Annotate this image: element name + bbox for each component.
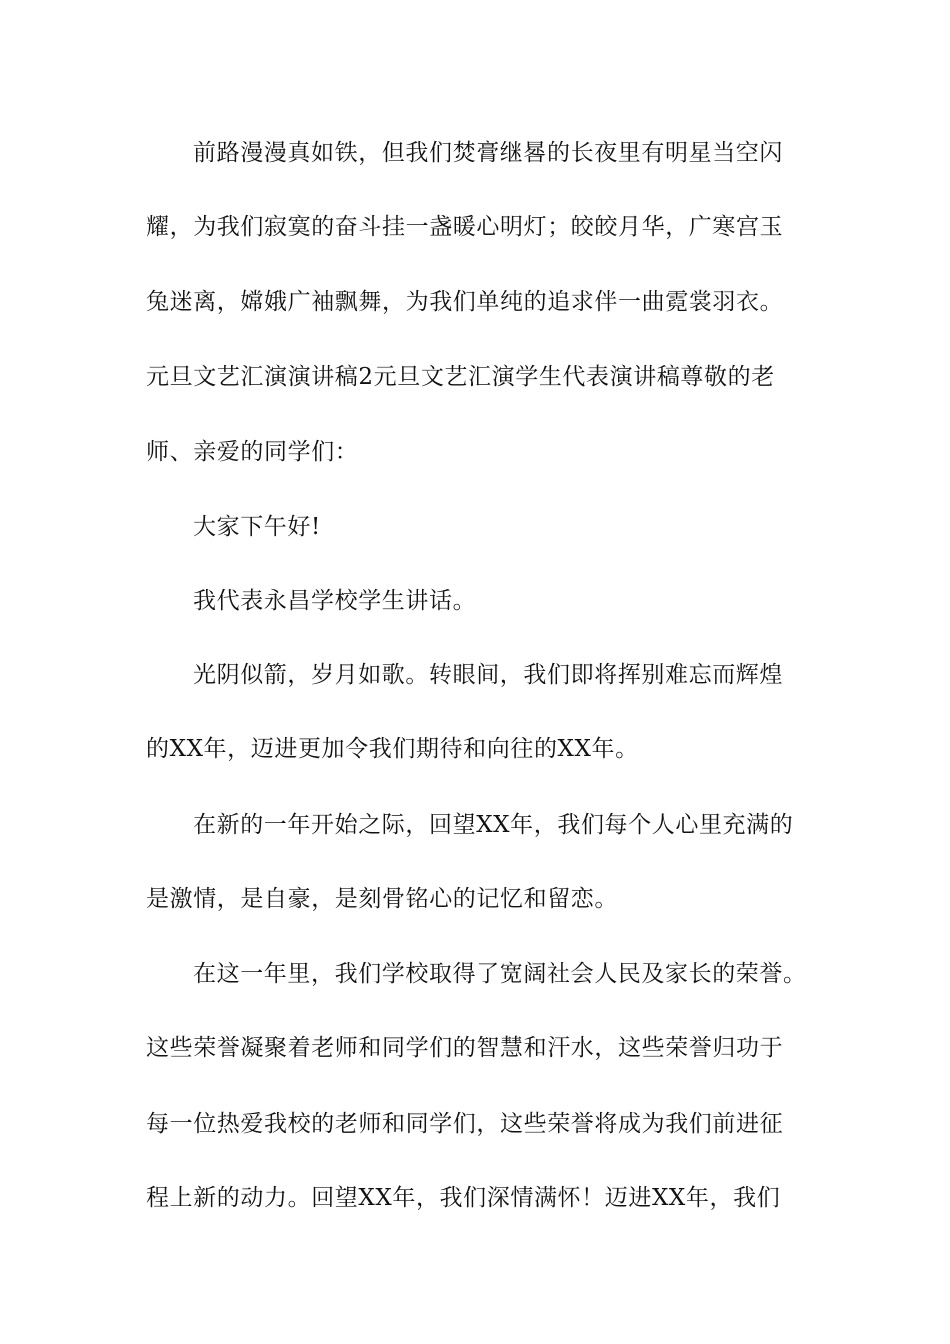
- paragraph-line: 这些荣誉凝聚着老师和同学们的智慧和汗水，这些荣誉归功于: [146, 1035, 784, 1061]
- paragraph-line: 元旦文艺汇演演讲稿2元旦文艺汇演学生代表演讲稿尊敬的老: [146, 364, 775, 390]
- paragraph-line: 大家下午好!: [193, 514, 321, 540]
- paragraph-line: 兔迷离，嫦娥广袖飘舞，为我们单纯的追求伴一曲霓裳羽衣。: [146, 289, 784, 315]
- paragraph-line: 在这一年里，我们学校取得了宽阔社会人民及家长的荣誉。: [193, 961, 807, 987]
- paragraph-line: 的XX年，迈进更加令我们期待和向往的XX年。: [146, 736, 639, 762]
- paragraph-line: 耀，为我们寂寞的奋斗挂一盏暖心明灯；皎皎月华，广寒宫玉: [146, 214, 784, 240]
- paragraph-line: 在新的一年开始之际，回望XX年，我们每个人心里充满的: [193, 812, 794, 838]
- paragraph-line: 前路漫漫真如铁，但我们焚膏继晷的长夜里有明星当空闪: [193, 140, 783, 166]
- paragraph-line: 是激情，是自豪，是刻骨铭心的记忆和留恋。: [146, 886, 618, 912]
- paragraph-line: 每一位热爱我校的老师和同学们，这些荣誉将成为我们前进征: [146, 1111, 784, 1137]
- paragraph-line: 程上新的动力。回望XX年，我们深情满怀！迈进XX年，我们: [146, 1185, 781, 1211]
- paragraph-line: 我代表永昌学校学生讲话。: [193, 588, 477, 614]
- paragraph-line: 师、亲爱的同学们：: [146, 439, 359, 465]
- paragraph-line: 光阴似箭，岁月如歌。转眼间，我们即将挥别难忘而辉煌: [193, 662, 783, 688]
